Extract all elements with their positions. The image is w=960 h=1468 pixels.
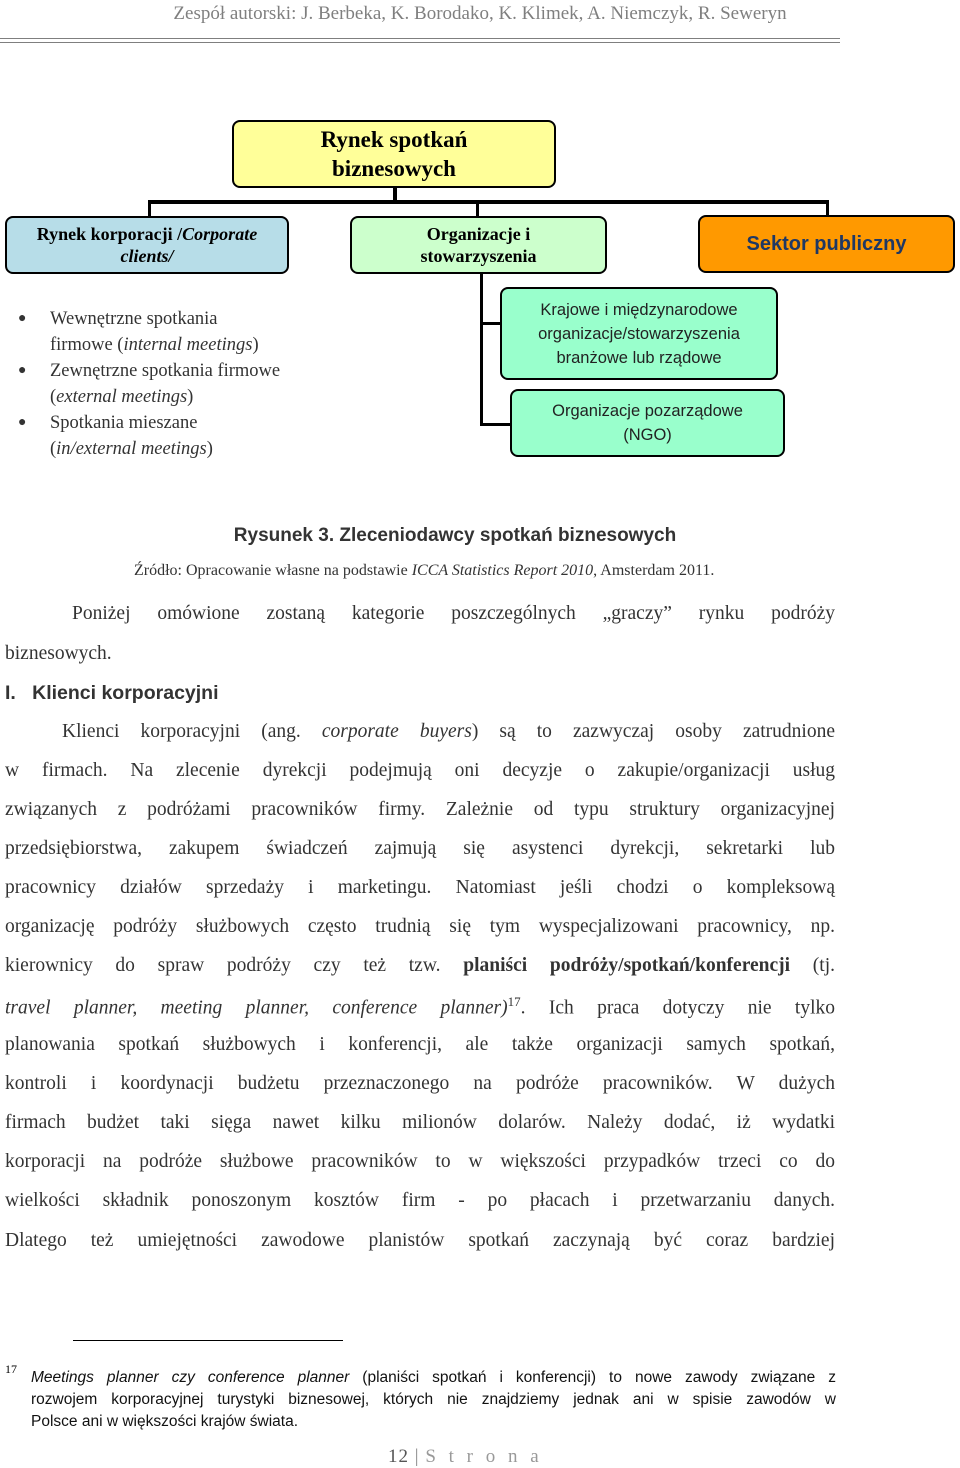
list-item (18, 410, 348, 462)
body-line-7 (5, 955, 835, 977)
corporate-market-box (5, 216, 289, 274)
sub1-line-2: organizacje/stowarzyszenia (538, 324, 740, 343)
page-label: S t r o n a (425, 1446, 543, 1467)
item-line: Spotkania mieszane (50, 413, 198, 433)
body-line-9: planowania spotkań służbowych i konferencji, ale także organizacji samych spotkań, (5, 1034, 835, 1055)
public-sector-box (698, 215, 955, 273)
org-line-1: Organizacje i (426, 224, 531, 244)
section-heading (5, 682, 219, 705)
item-line: Zewnętrzne spotkania firmowe (50, 361, 281, 381)
public-sector-label: Sektor publiczny (746, 232, 907, 255)
body-line-8 (5, 994, 835, 1020)
header-rule (0, 38, 840, 39)
sub1-line-3: branżowe lub rządowe (556, 348, 722, 367)
item-italic: in/external meetings (56, 439, 207, 459)
source-italic: ICCA Statistics Report 2010 (411, 562, 594, 579)
intro-line-2: biznesowych. (5, 643, 112, 664)
item-end: ) (206, 439, 213, 459)
body-line-14: Dlatego też umiejętności zawodowe planistów spotkań zaczynają być coraz bardziej (5, 1230, 835, 1251)
caption-label: Rysunek 3. (233, 525, 335, 546)
body-line-5: pracownicy działów sprzedaży i marketingu. Natomiast jeśli chodzi o kompleksową (5, 877, 835, 898)
footnote-line-1 (31, 1367, 836, 1389)
text-italic: Meetings planner czy conference planner (31, 1369, 350, 1386)
text: Klienci korporacyjni (ang. (62, 721, 322, 742)
text-italic: corporate buyers (321, 721, 472, 742)
item-text: firmowe ( (50, 335, 124, 355)
sub2-line-2: (NGO) (623, 426, 672, 444)
text-bold: planiści podróży/spotkań/konferencji (463, 955, 791, 976)
page-number: 12 (388, 1446, 409, 1467)
section-number: I. (5, 682, 16, 704)
sub2-line-1: Organizacje pozarządowe (552, 402, 743, 420)
text: (planiści spotkań i konferencji) to nowe zawody związane z (349, 1369, 836, 1386)
body-line-10: kontroli i koordynacji budżetu przeznaczonego na podróże pracowników. W dużych (5, 1073, 835, 1094)
organizations-box (350, 216, 607, 274)
national-international-org-box (500, 287, 778, 380)
root-line-1: Rynek spotkań (320, 127, 468, 152)
body-line-2: w firmach. Na zlecenie dyrekcji podejmują oni decyzje o zakupie/organizacji usług (5, 760, 835, 781)
connector-org-sub1 (480, 322, 500, 325)
text-italic: travel planner, meeting planner, conference planner) (5, 997, 508, 1019)
corp-label-italic-2: clients/ (120, 246, 174, 266)
figure-source (134, 562, 714, 580)
bullet-icon: ● (18, 363, 27, 378)
item-italic: internal meetings (123, 335, 253, 355)
body-line-12: korporacji na podróże służbowe pracowników to w większości przypadków trzeci co do (5, 1151, 835, 1172)
connector-org-sub2 (480, 423, 510, 426)
connector-public (826, 200, 829, 216)
source-suffix: , Amsterdam 2011. (593, 562, 715, 579)
section-title: Klienci korporacyjni (32, 682, 219, 704)
item-end: ) (252, 335, 259, 355)
item-line: Wewnętrzne spotkania (50, 309, 218, 329)
page-footer (388, 1446, 543, 1468)
list-item (18, 306, 348, 358)
footnote-rule (73, 1340, 343, 1341)
body-line-13: wielkości składnik ponoszonym kosztów firm - po płacach i przetwarzaniu danych. (5, 1190, 835, 1211)
page-header: Zespół autorski: J. Berbeka, K. Borodako, K. Klimek, A. Niemczyk, R. Seweryn (173, 3, 787, 24)
header-rule-thin (0, 42, 840, 43)
text: . Ich praca dotyczy nie tylko (520, 997, 835, 1019)
footnote-ref: 17 (507, 994, 521, 1009)
body-line-6: organizację podróży służbowych często trudnią się tym wyspecjalizowani pracownicy, np. (5, 916, 835, 937)
body-line-3: związanych z podróżami pracowników firmy. Zależnie od typu struktury organizacyjnej (5, 799, 835, 820)
sub1-line-1: Krajowe i międzynarodowe (540, 300, 738, 319)
text: (tj. (790, 955, 835, 976)
source-prefix: Źródło: Opracowanie własne na podstawie (134, 562, 412, 579)
connector-horizontal (148, 200, 828, 204)
item-text: ( (50, 387, 57, 407)
corporate-meeting-list (18, 306, 348, 462)
text: kierownicy do spraw podróży czy też tzw. (5, 955, 464, 976)
diagram-root-box (232, 120, 556, 188)
figure-caption (0, 525, 910, 547)
item-end: ) (187, 387, 194, 407)
ngo-box (510, 389, 785, 457)
body-line-11: firmach budżet taki sięga nawet kilku milionów dolarów. Należy dodać, iż wydatki (5, 1112, 835, 1133)
caption-title: Zleceniodawcy spotkań biznesowych (339, 525, 677, 546)
bullet-icon: ● (18, 415, 27, 430)
text: ) są to zazwyczaj osoby zatrudnione (471, 721, 835, 742)
root-line-2: biznesowych (332, 156, 456, 181)
footnote-number: 17 (5, 1362, 17, 1376)
item-italic: external meetings (56, 387, 188, 407)
bullet-icon: ● (18, 311, 27, 326)
org-line-2: stowarzyszenia (420, 246, 537, 266)
footnote-line-2: rozwojem korporacyjnej turystyki biznesowej, których nie znajdziemy jednak ani w spisie zawodów w (31, 1391, 836, 1408)
item-text: ( (50, 439, 57, 459)
list-item (18, 358, 348, 410)
body-line-4: przedsiębiorstwa, zakupem świadczeń zajmują się asystenci dyrekcji, sekretarki lub (5, 838, 835, 859)
connector-corp (148, 200, 151, 216)
intro-line-1: Poniżej omówione zostaną kategorie poszczególnych „graczy” rynku podróży (72, 603, 835, 624)
connector-org (476, 200, 479, 216)
footnote-line-3: Polsce ani w większości krajów świata. (31, 1413, 299, 1430)
page-separator: | (414, 1446, 420, 1467)
body-line-1 (62, 721, 835, 743)
connector-org-vertical (480, 274, 483, 426)
corp-label-italic: Corporate (182, 224, 258, 244)
corp-label-bold: Rynek korporacji / (36, 224, 183, 244)
